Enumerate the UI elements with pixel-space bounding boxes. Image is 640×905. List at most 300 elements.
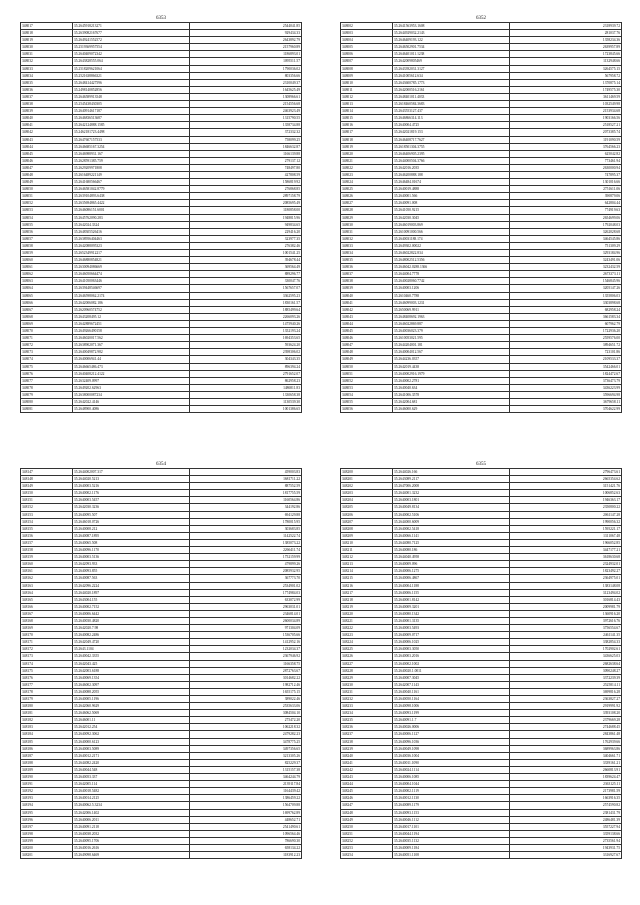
coordinate-cell: 35.2640002.5418 <box>392 525 509 532</box>
row-id-cell: 348016 <box>341 122 393 129</box>
coordinate-cell: 35.2646002.3097 <box>72 681 189 688</box>
coordinate-cell: 35.2647006.2008 <box>392 483 509 490</box>
coordinate-cell: 35.2646866314.113 <box>392 115 509 122</box>
table-row <box>341 653 622 660</box>
coordinate-cell: 35.2616489221149 <box>72 171 189 178</box>
table-row <box>341 200 622 207</box>
value-cell: 2324932.01 <box>510 561 622 568</box>
coordinate-cell: 35.2632409.0997 <box>72 377 189 384</box>
row-id-cell: 348057 <box>21 235 73 242</box>
value-cell: 3704622.99 <box>510 406 622 413</box>
table-row <box>21 342 302 349</box>
table-row <box>21 207 302 214</box>
value-cell: 1130539.30 <box>190 398 302 405</box>
table-row <box>21 852 302 859</box>
coordinate-cell: 35.2641680566467 <box>72 179 189 186</box>
row-id-cell: 348046 <box>341 335 393 342</box>
row-id-cell: 348042 <box>341 306 393 313</box>
coordinate-cell: 35.2640002.5106 <box>392 511 509 518</box>
coordinate-cell: 35.2640069.1354 <box>72 674 189 681</box>
table-row <box>341 688 622 695</box>
coordinate-cell: 35.2640003.5493 <box>392 625 509 632</box>
row-id-cell: 348042 <box>21 129 73 136</box>
row-id-cell: 348044 <box>21 143 73 150</box>
table-row <box>21 129 302 136</box>
row-id-cell: 348041 <box>341 299 393 306</box>
block-title: 6354 <box>156 462 166 467</box>
coordinate-cell: 35.2640002.1176 <box>72 490 189 497</box>
table-row <box>341 101 622 108</box>
table-row <box>21 795 302 802</box>
value-cell: 323977.35 <box>190 235 302 242</box>
value-cell: 1386459.22 <box>190 795 302 802</box>
row-id-cell: 348219 <box>341 603 393 610</box>
table-row <box>341 58 622 65</box>
row-id-cell: 348054 <box>341 391 393 398</box>
coordinate-cell: 35.2640028060.7742 <box>392 278 509 285</box>
row-id-cell: 348210 <box>341 539 393 546</box>
value-cell: 2751611.06 <box>510 186 622 193</box>
coordinate-cell: 35.2643600785.1773 <box>392 79 509 86</box>
coordinate-cell: 35.2640049.8134 <box>392 504 509 511</box>
table-row <box>21 363 302 370</box>
row-id-cell: 348176 <box>21 674 73 681</box>
table-row <box>341 320 622 327</box>
coordinate-cell: 35.2640040.1161 <box>392 688 509 695</box>
table-row <box>21 674 302 681</box>
coordinate-cell: 35.2644236.0357 <box>392 356 509 363</box>
coordinate-cell: 35.2639082167677 <box>72 30 189 37</box>
row-id-cell: 348017 <box>21 23 73 30</box>
value-cell: 2085695.49 <box>190 200 302 207</box>
row-id-cell: 348056 <box>341 406 393 413</box>
value-cell: 1762939.66 <box>510 738 622 745</box>
row-id-cell: 348037 <box>21 93 73 100</box>
value-cell: 2791652.07 <box>190 370 302 377</box>
row-id-cell: 348036 <box>21 86 73 93</box>
table-row <box>341 313 622 320</box>
row-id-cell: 348052 <box>21 200 73 207</box>
coordinate-cell: 35.2646022869.887 <box>392 320 509 327</box>
value-cell: 751309.29 <box>510 242 622 249</box>
table-row <box>341 214 622 221</box>
table-row <box>341 335 622 342</box>
coordinate-cell: 35.2640082.2486 <box>72 632 189 639</box>
table-row <box>21 788 302 795</box>
row-id-cell: 348077 <box>21 377 73 384</box>
coordinate-cell: 35.2640080.1342 <box>392 610 509 617</box>
row-id-cell: 348068 <box>21 313 73 320</box>
row-id-cell: 348214 <box>341 568 393 575</box>
row-id-cell: 348216 <box>341 582 393 589</box>
coordinate-cell: 35.2640006.1127 <box>392 731 509 738</box>
table-row <box>21 575 302 582</box>
row-id-cell: 348024 <box>341 179 393 186</box>
row-id-cell: 348151 <box>21 497 73 504</box>
row-id-cell: 348215 <box>341 575 393 582</box>
value-cell: 971304.09 <box>190 625 302 632</box>
coordinate-cell: 35.2640006.6442 <box>72 610 189 617</box>
coordinate-cell: 35.2640092.3062 <box>72 731 189 738</box>
row-id-cell: 348026 <box>341 193 393 200</box>
value-cell: 1186893.01 <box>190 51 302 58</box>
table-row <box>21 511 302 518</box>
value-cell: 1990056.32 <box>510 518 622 525</box>
coordinate-cell: 35.2640020.1.0011 <box>392 667 509 674</box>
coordinate-cell: 35.2645918213271 <box>72 23 189 30</box>
table-row <box>341 406 622 413</box>
value-cell: 1062218.32 <box>190 724 302 731</box>
value-cell: 723101.86 <box>510 349 622 356</box>
coordinate-cell: 35.2462181723.4498 <box>72 129 189 136</box>
row-id-cell: 348150 <box>21 490 73 497</box>
row-id-cell: 348172 <box>21 646 73 653</box>
table-row <box>341 802 622 809</box>
coordinate-cell: 35.2640001.8142 <box>392 596 509 603</box>
row-id-cell: 348015 <box>341 115 393 122</box>
row-id-cell: 348022 <box>341 164 393 171</box>
row-id-cell: 348177 <box>21 681 73 688</box>
table-row <box>341 129 622 136</box>
table-row <box>21 809 302 816</box>
row-id-cell: 348036 <box>341 264 393 271</box>
row-id-cell: 348033 <box>341 242 393 249</box>
coordinate-cell: 35.2644000504.3766 <box>392 157 509 164</box>
coordinate-cell: 35.2646022822.834 <box>392 250 509 257</box>
table-row <box>341 852 622 859</box>
value-cell: 1595221.17 <box>510 525 622 532</box>
table-row <box>341 143 622 150</box>
value-cell: 2364975.01 <box>510 575 622 582</box>
table-row <box>21 625 302 632</box>
row-id-cell: 348027 <box>341 200 393 207</box>
coordinate-cell: 35.2644026.166 <box>392 469 509 476</box>
value-cell: 3359138.66 <box>510 830 622 837</box>
value-cell: 1948815.96 <box>190 214 302 221</box>
row-id-cell: 348037 <box>341 271 393 278</box>
coordinate-cell: 35.2640051.1108 <box>392 852 509 859</box>
table-row <box>341 547 622 554</box>
coordinate-cell: 35.2642030.3045 <box>392 214 509 221</box>
coordinate-cell: 35.2642005.114 <box>72 781 189 788</box>
row-id-cell: 348175 <box>21 667 73 674</box>
table-row <box>341 575 622 582</box>
table-row <box>21 483 302 490</box>
table-row <box>21 122 302 129</box>
table-row <box>341 391 622 398</box>
coordinate-cell: 35.2641050063446 <box>72 278 189 285</box>
table-row <box>21 391 302 398</box>
table-row <box>21 823 302 830</box>
coordinate-cell: 35.2648401011.4033 <box>392 93 509 100</box>
data-table <box>340 468 622 859</box>
value-cell: 3393108.20 <box>510 710 622 717</box>
table-row <box>21 610 302 617</box>
table-row <box>21 320 302 327</box>
row-id-cell: 348044 <box>341 320 393 327</box>
row-id-cell: 348069 <box>21 320 73 327</box>
coordinate-cell: 35.2640014.2125 <box>72 795 189 802</box>
block-title: 6353 <box>156 16 166 21</box>
row-id-cell: 348054 <box>21 214 73 221</box>
coordinate-cell: 35.2647607157533 <box>72 136 189 143</box>
coordinate-cell: 35.2642030.3236 <box>72 504 189 511</box>
table-row <box>21 37 302 44</box>
coordinate-cell: 35.2640005.1196 <box>72 696 189 703</box>
row-id-cell: 348019 <box>341 143 393 150</box>
coordinate-cell: 35.2640091.2118 <box>72 823 189 830</box>
row-id-cell: 348163 <box>21 582 73 589</box>
table-row <box>341 759 622 766</box>
value-cell: 479899.26 <box>190 561 302 568</box>
row-id-cell: 348230 <box>341 681 393 688</box>
table-row <box>21 143 302 150</box>
value-cell: 2796473.61 <box>510 469 622 476</box>
table-row <box>341 476 622 483</box>
table-row <box>341 186 622 193</box>
table-row <box>341 752 622 759</box>
row-id-cell: 348161 <box>21 568 73 575</box>
row-id-cell: 348047 <box>341 342 393 349</box>
coordinate-cell: 35.2640002.1002 <box>392 660 509 667</box>
row-id-cell: 348050 <box>341 363 393 370</box>
table-row <box>341 809 622 816</box>
value-cell: 3339161.21 <box>510 759 622 766</box>
value-cell: 2843861.48 <box>510 731 622 738</box>
table-row <box>341 384 622 391</box>
row-id-cell: 348034 <box>341 250 393 257</box>
table-row <box>341 285 622 292</box>
value-cell: 2061147.28 <box>510 511 622 518</box>
table-row <box>21 313 302 320</box>
coordinate-cell: 35.2640087.563 <box>72 575 189 582</box>
table-row <box>341 823 622 830</box>
data-table <box>20 468 302 859</box>
value-cell: 3084504.10 <box>190 710 302 717</box>
row-id-cell: 348206 <box>341 511 393 518</box>
value-cell: 3014682.22 <box>190 674 302 681</box>
row-id-cell: 348217 <box>341 589 393 596</box>
row-id-cell: 348034 <box>21 72 73 79</box>
table-row <box>21 681 302 688</box>
value-cell: 2318939.72 <box>510 23 622 30</box>
table-row <box>341 731 622 738</box>
table-row <box>21 157 302 164</box>
value-cell: 2154556.68 <box>190 101 302 108</box>
coordinate-cell: 35.2640093.855 <box>72 568 189 575</box>
coordinate-cell: 35.2610053021.595 <box>392 335 509 342</box>
table-row <box>21 356 302 363</box>
coordinate-cell: 35.2640042.3355 <box>72 653 189 660</box>
row-id-cell: 348014 <box>341 108 393 115</box>
coordinate-cell: 35.2646836513687 <box>72 115 189 122</box>
value-cell: 2009981.79 <box>510 603 622 610</box>
value-cell: 1166358.75 <box>190 660 302 667</box>
table-row <box>341 469 622 476</box>
coordinate-cell: 35.2640002916.1979 <box>392 370 509 377</box>
table-row <box>341 136 622 143</box>
value-cell: 1183912.23 <box>190 852 302 859</box>
row-id-cell: 348066 <box>21 299 73 306</box>
row-id-cell: 348234 <box>341 710 393 717</box>
value-cell: 1486811.83 <box>190 384 302 391</box>
row-id-cell: 348043 <box>341 313 393 320</box>
coordinate-cell: 35.2640003.1206 <box>392 285 509 292</box>
row-id-cell: 348160 <box>21 561 73 568</box>
coordinate-cell: 35.2649202.62963 <box>72 384 189 391</box>
table-row <box>21 830 302 837</box>
coordinate-cell: 35.2640098.1006 <box>392 703 509 710</box>
row-id-cell: 348007 <box>341 58 393 65</box>
row-id-cell: 348200 <box>21 844 73 851</box>
coordinate-cell: 35.2644004.7778 <box>392 271 509 278</box>
value-cell: 276868.85 <box>190 186 302 193</box>
row-id-cell: 348020 <box>341 150 393 157</box>
table-row <box>21 349 302 356</box>
table-row <box>341 30 622 37</box>
row-id-cell: 348030 <box>21 44 73 51</box>
coordinate-cell: 35.2646062.5069 <box>72 710 189 717</box>
table-row <box>21 86 302 93</box>
row-id-cell: 348003 <box>341 30 393 37</box>
table-row <box>341 561 622 568</box>
value-cell: 2367946.92 <box>190 653 302 660</box>
row-id-cell: 348244 <box>341 781 393 788</box>
row-id-cell: 348248 <box>341 809 393 816</box>
coordinate-cell: 35.2640004.1188 <box>392 582 509 589</box>
value-cell: 1355806.03 <box>510 292 622 299</box>
value-cell: 367773.70 <box>190 575 302 582</box>
row-id-cell: 348028 <box>341 207 393 214</box>
table-row <box>21 271 302 278</box>
table-row <box>341 51 622 58</box>
table-row <box>21 214 302 221</box>
value-cell: 1385073.22 <box>190 539 302 546</box>
row-id-cell: 348053 <box>21 207 73 214</box>
row-id-cell: 348004 <box>341 37 393 44</box>
table-row <box>341 171 622 178</box>
table-row <box>21 221 302 228</box>
row-id-cell: 348049 <box>21 179 73 186</box>
value-cell: 3661583.34 <box>510 313 622 320</box>
value-cell: 1546845.96 <box>510 278 622 285</box>
row-id-cell: 348199 <box>21 837 73 844</box>
row-id-cell: 348011 <box>341 86 393 93</box>
coordinate-cell: 35.2640003.5136 <box>72 554 189 561</box>
value-cell: 2574590.82 <box>510 802 622 809</box>
table-row <box>341 681 622 688</box>
table-row <box>21 186 302 193</box>
table-row <box>341 271 622 278</box>
value-cell: 1191090.59 <box>510 136 622 143</box>
value-cell: 3090248.27 <box>510 667 622 674</box>
coordinate-cell: 35.2648414427596 <box>72 79 189 86</box>
coordinate-cell: 35.2643553127.437 <box>392 108 509 115</box>
value-cell: 1749575.30 <box>510 86 622 93</box>
table-row <box>341 356 622 363</box>
value-cell: 281037.76 <box>510 30 622 37</box>
value-cell: 1830161.57 <box>190 299 302 306</box>
table-row <box>341 816 622 823</box>
table-row <box>341 306 622 313</box>
row-id-cell: 348190 <box>21 774 73 781</box>
value-cell: 3264575.15 <box>510 65 622 72</box>
coordinate-cell: 35.2610460.7788 <box>392 292 509 299</box>
value-cell: 748497.80 <box>190 164 302 171</box>
row-id-cell: 348197 <box>21 823 73 830</box>
value-cell: 2379669.28 <box>510 717 622 724</box>
table-row <box>341 603 622 610</box>
coordinate-cell: 35.2648900.4086 <box>72 406 189 413</box>
coordinate-cell: 35.2640046.1112 <box>392 816 509 823</box>
table-row <box>21 79 302 86</box>
row-id-cell: 348243 <box>341 774 393 781</box>
coordinate-cell: 35.2640003.5216 <box>72 483 189 490</box>
value-cell: 229416.20 <box>190 228 302 235</box>
value-cell: 1315157.38 <box>190 766 302 773</box>
value-cell: 3016814.43 <box>510 596 622 603</box>
coordinate-cell: 35.2640006.1155 <box>392 589 509 596</box>
value-cell: 1645625.49 <box>190 86 302 93</box>
table-row <box>21 582 302 589</box>
row-id-cell: 348018 <box>341 136 393 143</box>
row-id-cell: 348241 <box>341 759 393 766</box>
table-row <box>21 518 302 525</box>
table-row <box>341 278 622 285</box>
table-row <box>341 228 622 235</box>
value-cell: 2897158.79 <box>190 193 302 200</box>
value-cell: 3464545.86 <box>510 235 622 242</box>
value-cell: 2544041.85 <box>190 23 302 30</box>
coordinate-cell: 35.2642049.4720 <box>72 639 189 646</box>
value-cell: 1166139.88 <box>190 150 302 157</box>
value-cell: 3447177.21 <box>510 547 622 554</box>
coordinate-cell: 35.2644020.5213 <box>72 476 189 483</box>
coordinate-cell: 35.2640040.634 <box>392 384 509 391</box>
table-row <box>341 724 622 731</box>
coordinate-cell: 35.2640006.2011 <box>72 816 189 823</box>
table-row <box>21 617 302 624</box>
row-id-cell: 348212 <box>341 554 393 561</box>
table-row <box>21 235 302 242</box>
value-cell: 1330658.38 <box>190 391 302 398</box>
coordinate-cell: 35.2640019.4888 <box>392 186 509 193</box>
table-row <box>21 703 302 710</box>
row-id-cell: 348040 <box>341 292 393 299</box>
coordinate-cell: 35.2649098.6469 <box>72 852 189 859</box>
value-cell: 394678.44 <box>190 257 302 264</box>
coordinate-cell: 35.2640044.548 <box>72 766 189 773</box>
row-id-cell: 348226 <box>341 653 393 660</box>
value-cell: 3436625.03 <box>510 653 622 660</box>
coordinate-cell: 35.2545438430305 <box>72 101 189 108</box>
value-cell: 1723845.66 <box>510 51 622 58</box>
value-cell: 330047.76 <box>190 278 302 285</box>
coordinate-cell: 35.2643.1104 <box>72 646 189 653</box>
value-cell: 3478775.25 <box>190 738 302 745</box>
row-id-cell: 348159 <box>21 554 73 561</box>
value-cell: 304343.35 <box>190 356 302 363</box>
coordinate-cell: 35.2646598062.2174 <box>72 292 189 299</box>
value-cell: 3293184.96 <box>510 250 622 257</box>
value-cell: 2073385.74 <box>510 129 622 136</box>
row-id-cell: 348170 <box>21 632 73 639</box>
coordinate-cell: 35.2640002.1119 <box>392 788 509 795</box>
value-cell: 642804.44 <box>510 200 622 207</box>
coordinate-cell: 35.2640004.4725 <box>392 122 509 129</box>
table-row <box>341 377 622 384</box>
row-id-cell: 348051 <box>21 193 73 200</box>
